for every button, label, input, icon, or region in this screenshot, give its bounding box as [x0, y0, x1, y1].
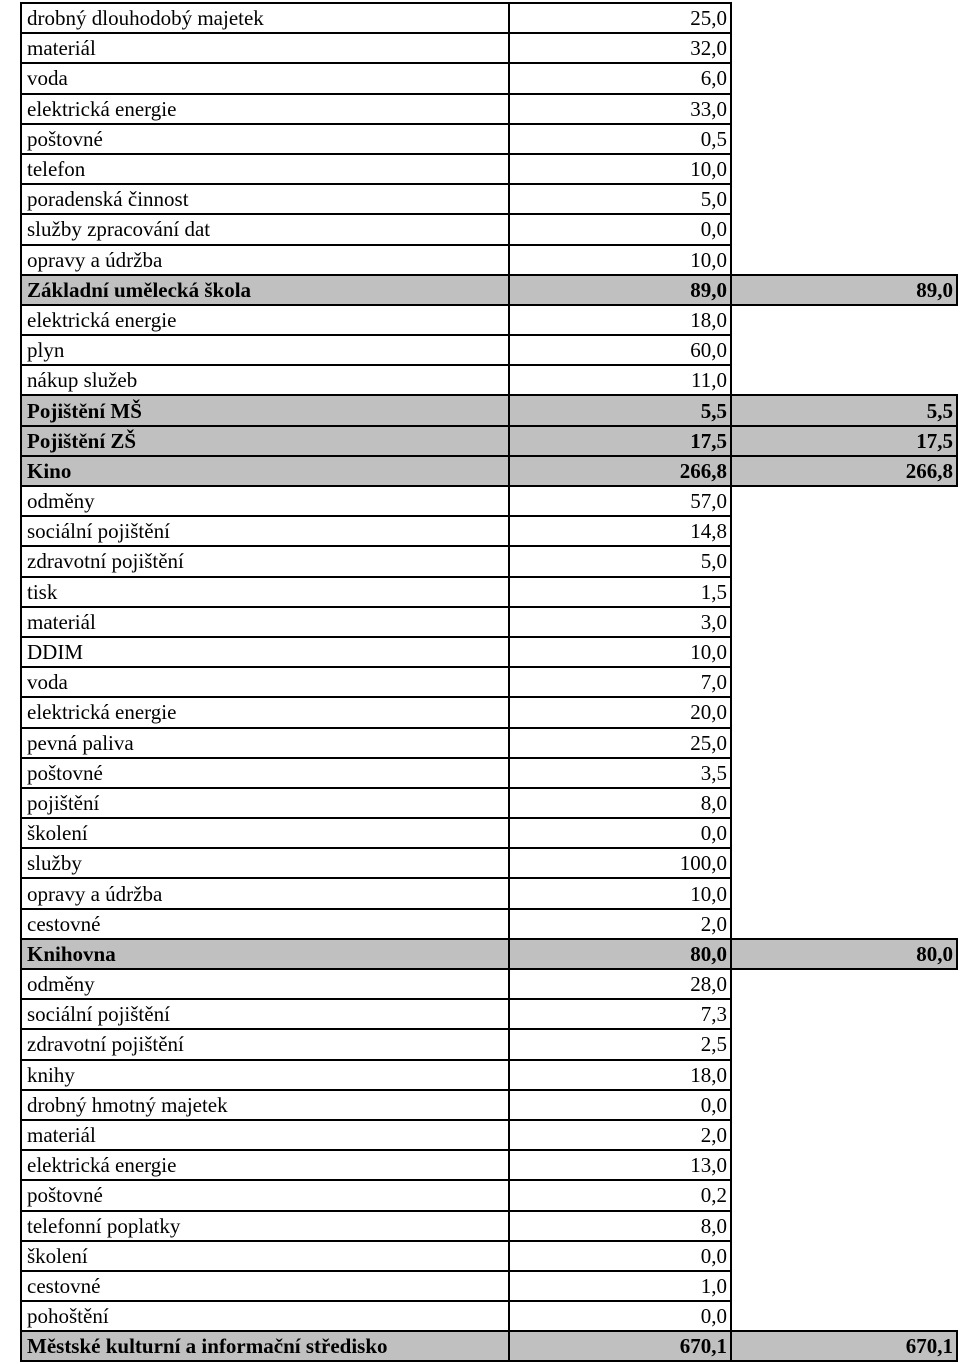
table-row: [21, 33, 957, 63]
row-total: [731, 788, 957, 818]
row-label: Knihovna: [21, 939, 509, 969]
row-total: [731, 214, 957, 244]
row-value: 89,0: [509, 275, 731, 305]
row-total: [731, 1120, 957, 1150]
row-value: 33,0: [509, 94, 731, 124]
table-row: [21, 1241, 957, 1271]
table-row: [21, 1180, 957, 1210]
row-value: 28,0: [509, 969, 731, 999]
row-total: 5,5: [731, 395, 957, 425]
row-total: 17,5: [731, 426, 957, 456]
row-value: 10,0: [509, 245, 731, 275]
row-total: [731, 818, 957, 848]
row-value: 32,0: [509, 33, 731, 63]
row-value: 0,2: [509, 1180, 731, 1210]
row-value: 2,0: [509, 1120, 731, 1150]
row-value: 0,0: [509, 1090, 731, 1120]
row-value: 0,0: [509, 818, 731, 848]
row-total: 670,1: [731, 1331, 957, 1361]
row-total: 266,8: [731, 456, 957, 486]
row-total: [731, 154, 957, 184]
table-row: [21, 637, 957, 667]
row-label: zdravotní pojištění: [21, 546, 509, 576]
row-label: drobný dlouhodobý majetek: [21, 3, 509, 33]
row-label: sociální pojištění: [21, 999, 509, 1029]
table-row-group-total: [21, 395, 957, 425]
row-label: DDIM: [21, 637, 509, 667]
row-label: poštovné: [21, 758, 509, 788]
table-row: [21, 1271, 957, 1301]
row-total: [731, 1271, 957, 1301]
row-label: pevná paliva: [21, 728, 509, 758]
table-row: [21, 1090, 957, 1120]
table-row: [21, 758, 957, 788]
row-label: poštovné: [21, 124, 509, 154]
row-total: [731, 1180, 957, 1210]
table-row: [21, 154, 957, 184]
row-total: [731, 758, 957, 788]
row-total: 80,0: [731, 939, 957, 969]
row-label: zdravotní pojištění: [21, 1029, 509, 1059]
row-label: odměny: [21, 969, 509, 999]
row-total: [731, 1301, 957, 1331]
row-value: 0,5: [509, 124, 731, 154]
row-total: [731, 305, 957, 335]
row-value: 18,0: [509, 1060, 731, 1090]
row-label: telefonní poplatky: [21, 1211, 509, 1241]
row-label: opravy a údržba: [21, 245, 509, 275]
row-value: 8,0: [509, 1211, 731, 1241]
row-label: voda: [21, 667, 509, 697]
row-value: 266,8: [509, 456, 731, 486]
row-value: 3,0: [509, 607, 731, 637]
row-total: [731, 3, 957, 33]
row-value: 13,0: [509, 1150, 731, 1180]
row-value: 17,5: [509, 426, 731, 456]
row-value: 5,0: [509, 546, 731, 576]
table-row: [21, 1301, 957, 1331]
row-value: 8,0: [509, 788, 731, 818]
row-total: 89,0: [731, 275, 957, 305]
table-row: [21, 546, 957, 576]
row-total: [731, 1211, 957, 1241]
row-label: sociální pojištění: [21, 516, 509, 546]
row-label: plyn: [21, 335, 509, 365]
row-label: Základní umělecká škola: [21, 275, 509, 305]
table-row: [21, 1120, 957, 1150]
row-value: 2,0: [509, 909, 731, 939]
row-label: cestovné: [21, 1271, 509, 1301]
row-label: školení: [21, 1241, 509, 1271]
table-row: [21, 1211, 957, 1241]
row-label: elektrická energie: [21, 94, 509, 124]
table-row: [21, 245, 957, 275]
row-value: 11,0: [509, 365, 731, 395]
row-label: opravy a údržba: [21, 878, 509, 908]
row-label: materiál: [21, 607, 509, 637]
row-value: 0,0: [509, 214, 731, 244]
row-total: [731, 63, 957, 93]
row-total: [731, 1150, 957, 1180]
table-row: [21, 697, 957, 727]
row-total: [731, 1241, 957, 1271]
row-value: 1,0: [509, 1271, 731, 1301]
row-total: [731, 184, 957, 214]
row-label: odměny: [21, 486, 509, 516]
row-label: voda: [21, 63, 509, 93]
table-row: [21, 184, 957, 214]
row-label: nákup služeb: [21, 365, 509, 395]
table-row: [21, 214, 957, 244]
row-value: 2,5: [509, 1029, 731, 1059]
row-value: 670,1: [509, 1331, 731, 1361]
row-total: [731, 999, 957, 1029]
table-row: [21, 486, 957, 516]
row-value: 3,5: [509, 758, 731, 788]
row-total: [731, 245, 957, 275]
table-row: [21, 969, 957, 999]
table-row: [21, 818, 957, 848]
row-value: 25,0: [509, 3, 731, 33]
budget-table-body: [21, 3, 957, 1361]
row-value: 6,0: [509, 63, 731, 93]
row-value: 20,0: [509, 697, 731, 727]
row-label: materiál: [21, 33, 509, 63]
row-label: drobný hmotný majetek: [21, 1090, 509, 1120]
row-value: 7,3: [509, 999, 731, 1029]
table-row: [21, 577, 957, 607]
table-row: [21, 999, 957, 1029]
row-total: [731, 577, 957, 607]
row-label: pojištění: [21, 788, 509, 818]
row-label: cestovné: [21, 909, 509, 939]
row-value: 5,5: [509, 395, 731, 425]
row-value: 80,0: [509, 939, 731, 969]
row-value: 60,0: [509, 335, 731, 365]
row-total: [731, 33, 957, 63]
row-value: 100,0: [509, 848, 731, 878]
row-label: poradenská činnost: [21, 184, 509, 214]
table-row: [21, 788, 957, 818]
row-label: služby zpracování dat: [21, 214, 509, 244]
table-row: [21, 516, 957, 546]
table-row: [21, 1029, 957, 1059]
row-total: [731, 1060, 957, 1090]
table-row-group-total: [21, 275, 957, 305]
row-total: [731, 969, 957, 999]
row-total: [731, 1090, 957, 1120]
table-row: [21, 305, 957, 335]
row-total: [731, 94, 957, 124]
row-label: knihy: [21, 1060, 509, 1090]
row-total: [731, 878, 957, 908]
row-label: poštovné: [21, 1180, 509, 1210]
row-label: materiál: [21, 1120, 509, 1150]
table-row: [21, 3, 957, 33]
row-value: 18,0: [509, 305, 731, 335]
table-row-group-total: [21, 456, 957, 486]
table-row: [21, 365, 957, 395]
table-row-group-total: [21, 1331, 957, 1361]
row-label: tisk: [21, 577, 509, 607]
row-total: [731, 667, 957, 697]
row-label: telefon: [21, 154, 509, 184]
row-value: 0,0: [509, 1301, 731, 1331]
row-label: elektrická energie: [21, 305, 509, 335]
table-row: [21, 63, 957, 93]
budget-table: [20, 2, 958, 1362]
row-total: [731, 697, 957, 727]
table-row: [21, 667, 957, 697]
row-label: elektrická energie: [21, 1150, 509, 1180]
row-total: [731, 607, 957, 637]
row-total: [731, 124, 957, 154]
row-total: [731, 335, 957, 365]
table-row: [21, 607, 957, 637]
row-value: 10,0: [509, 154, 731, 184]
row-total: [731, 365, 957, 395]
row-label: Pojištění ZŠ: [21, 426, 509, 456]
table-row: [21, 728, 957, 758]
row-total: [731, 848, 957, 878]
row-value: 57,0: [509, 486, 731, 516]
row-total: [731, 728, 957, 758]
row-value: 10,0: [509, 637, 731, 667]
row-label: Kino: [21, 456, 509, 486]
row-label: služby: [21, 848, 509, 878]
row-total: [731, 486, 957, 516]
table-row: [21, 878, 957, 908]
row-total: [731, 546, 957, 576]
row-value: 0,0: [509, 1241, 731, 1271]
row-label: pohoštění: [21, 1301, 509, 1331]
table-row: [21, 848, 957, 878]
row-value: 7,0: [509, 667, 731, 697]
row-value: 5,0: [509, 184, 731, 214]
table-row: [21, 1060, 957, 1090]
table-row-group-total: [21, 426, 957, 456]
table-row: [21, 335, 957, 365]
row-label: elektrická energie: [21, 697, 509, 727]
row-total: [731, 1029, 957, 1059]
row-value: 10,0: [509, 878, 731, 908]
table-row-group-total: [21, 939, 957, 969]
row-value: 1,5: [509, 577, 731, 607]
row-value: 14,8: [509, 516, 731, 546]
row-label: Městské kulturní a informační středisko: [21, 1331, 509, 1361]
row-label: školení: [21, 818, 509, 848]
row-total: [731, 637, 957, 667]
row-total: [731, 909, 957, 939]
table-row: [21, 124, 957, 154]
table-row: [21, 909, 957, 939]
row-value: 25,0: [509, 728, 731, 758]
table-row: [21, 94, 957, 124]
row-total: [731, 516, 957, 546]
row-label: Pojištění MŠ: [21, 395, 509, 425]
table-row: [21, 1150, 957, 1180]
